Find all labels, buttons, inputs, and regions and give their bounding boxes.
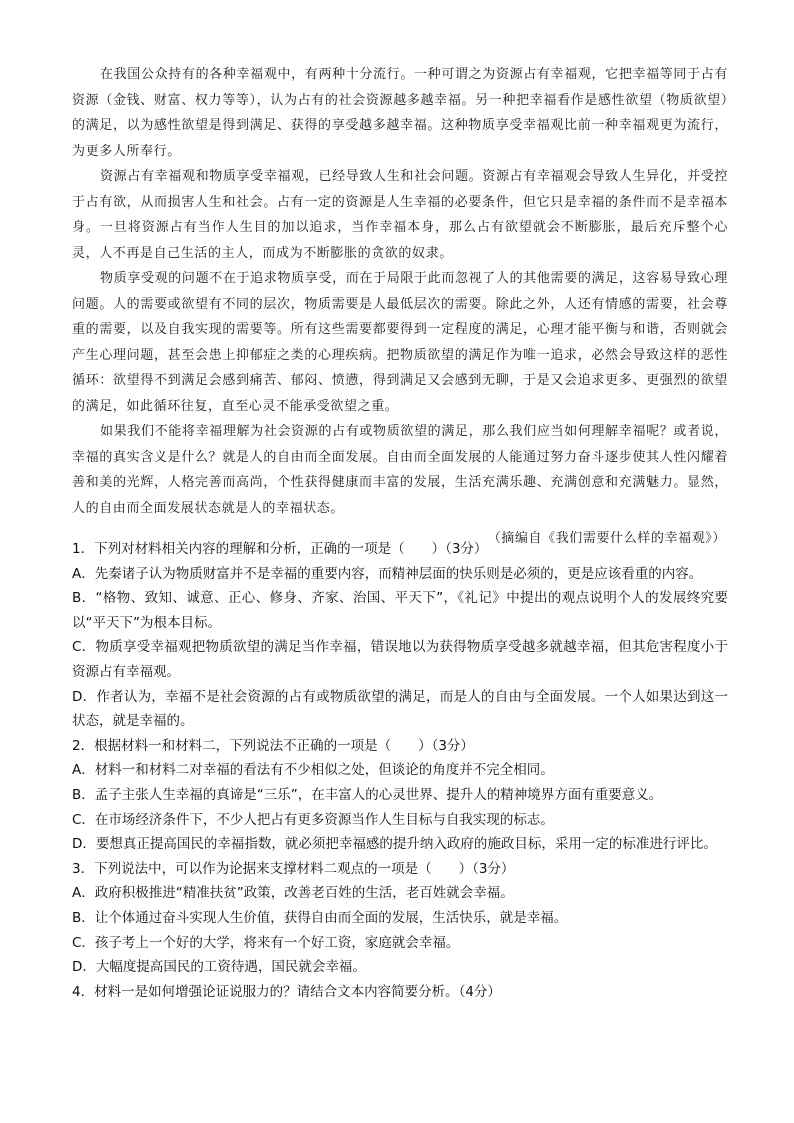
option-c: C．孩子考上一个好的大学，将来有一个好工资，家庭就会幸福。: [72, 934, 460, 951]
option-c: C．在市场经济条件下，不少人把占有更多资源当作人生目标与自我实现的标志。: [72, 811, 554, 828]
question-stem: 1．下列对材料相关内容的理解和分析，正确的一项是（ ）（3分）: [72, 541, 488, 557]
option-a: A．先秦诸子认为物质财富并不是幸福的重要内容，而精神层面的快乐则是必须的，更是应该看重的内容。: [72, 565, 703, 582]
question-2: [72, 734, 728, 857]
question-stem: 4．材料一是如何增强论证说服力的？请结合文本内容简要分析。（4分）: [72, 983, 501, 1000]
option-a: A．政府积极推进“精准扶贫”政策，改善老百姓的生活，老百姓就会幸福。: [72, 885, 514, 902]
question-1: [72, 537, 728, 734]
questions-section: [72, 537, 728, 1004]
option-c: C．物质享受幸福观把物质欲望的满足当作幸福，错误地以为获得物质享受越多就越幸福，但其危害程度小于资源占有幸福观。: [72, 639, 728, 680]
option-a: A．材料一和材料二对幸福的看法有不少相似之处，但谈论的角度并不完全相同。: [72, 762, 554, 779]
question-3: [72, 857, 728, 980]
option-b: B．让个体通过奋斗实现人生价值，获得自由而全面的发展，生活快乐，就是幸福。: [72, 909, 568, 926]
question-4: [72, 980, 728, 1005]
reading-passage: [72, 62, 728, 552]
option-d: D．要想真正提高国民的幸福指数，就必须把幸福感的提升纳入政府的施政目标，采用一定的标准进行评比。: [72, 836, 717, 853]
question-stem: 3．下列说法中，可以作为论据来支撑材料二观点的一项是（ ）（3分）: [72, 860, 515, 877]
passage-paragraph: 在我国公众持有的各种幸福观中，有两种十分流行。一种可谓之为资源占有幸福观，它把幸福等同于占有资源（金钱、财富、权力等等），认为占有的社会资源越多越幸福。另一种把幸福看作是感性欲望（物质欲望）的满足，以为感性欲望是得到满足、获得的享受越多越幸福。这种物质享受幸福观比前一种幸福观更为流行，为更多人所奉行。: [72, 67, 728, 159]
option-b: B．孟子主张人生幸福的真谛是“三乐”，在丰富人的心灵世界、提升人的精神境界方面有重要意义。: [72, 786, 663, 803]
passage-paragraph: 物质享受观的问题不在于追求物质享受，而在于局限于此而忽视了人的其他需要的满足，这容易导致心理问题。人的需要或欲望有不同的层次，物质需要是人最低层次的需要。除此之外，人还有情感的需要，社会尊重的需要，以及自我实现的需要等。所有这些需要都要得到一定程度的满足，心理才能平衡与和谐，否则就会产生心理问题，甚至会患上抑郁症之类的心理疾病。把物质欲望的满足作为唯一追求，必然会导致这样的恶性循环：欲望得不到满足会感到痛苦、郁闷、愤懑，得到满足又会感到无聊，于是又会追求更多、更强烈的欲望的满足，如此循环往复，直至心灵不能承受欲望之重。: [72, 271, 728, 414]
passage-source: （摘编自《我们需要什么样的幸福观》）: [487, 531, 726, 546]
passage-paragraph: 资源占有幸福观和物质享受幸福观，已经导致人生和社会问题。资源占有幸福观会导致人生异化，并受控于占有欲，从而损害人生和社会。占有一定的资源是人生幸福的必要条件，但它只是幸福的条件而不是幸福本身。一旦将资源占有当作人生目的加以追求，当作幸福本身，那么占有欲望就会不断膨胀，最后充斥整个心灵，人不再是自己生活的主人，而成为不断膨胀的贪欲的奴隶。: [72, 169, 728, 261]
option-b: B．“格物、致知、诚意、正心、修身、齐家、治国、平天下”，《礼记》中提出的观点说明个人的发展终究要以“平天下”为根本目标。: [72, 590, 728, 631]
question-stem: 2．根据材料一和材料二，下列说法不正确的一项是（ ）（3分）: [72, 737, 474, 754]
option-d: D．作者认为，幸福不是社会资源的占有或物质欲望的满足，而是人的自由与全面发展。一个人如果达到这一状态，就是幸福的。: [72, 688, 728, 730]
option-d: D．大幅度提高国民的工资待遇，国民就会幸福。: [72, 959, 366, 976]
passage-paragraph: 如果我们不能将幸福理解为社会资源的占有或物质欲望的满足，那么我们应当如何理解幸福呢？或者说，幸福的真实含义是什么？就是人的自由而全面发展。自由而全面发展的人能通过努力奋斗逐步使其人性闪耀着善和美的光辉，人格完善而高尚，个性获得健康而丰富的发展，生活充满乐趣、充满创意和充满魅力。显然，人的自由而全面发展状态就是人的幸福状态。: [72, 424, 728, 516]
